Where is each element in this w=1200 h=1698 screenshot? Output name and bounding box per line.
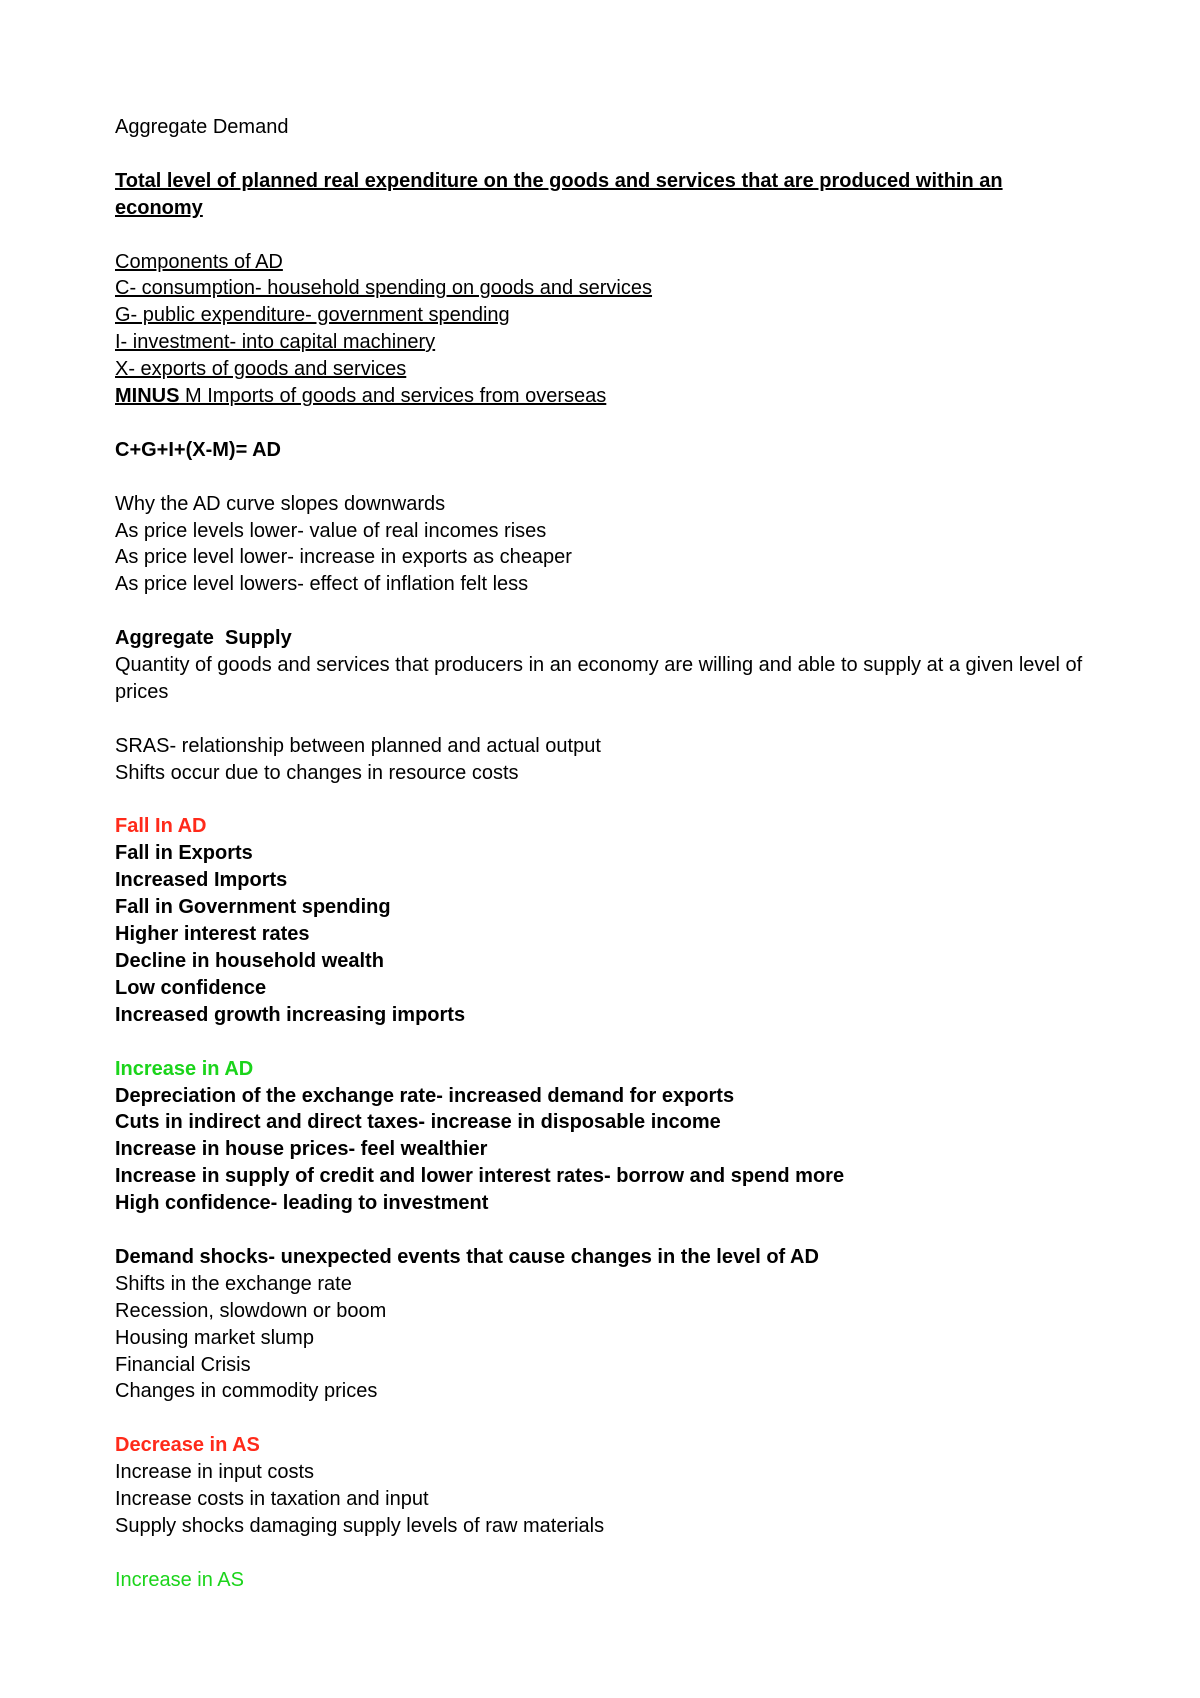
decrease-in-as-item: Increase costs in taxation and input [115,1488,429,1511]
minus-text: M Imports of goods and services from overseas [179,385,607,408]
increase-in-ad-heading: Increase in AD [115,1057,254,1080]
ad-formula: C+G+I+(X-M)= AD [115,438,281,461]
fall-in-ad-heading: Fall In AD [115,815,207,838]
minus-label: MINUS [115,385,180,408]
component-item: G- public expenditure- government spending [115,304,510,327]
slope-item: As price level lower- increase in exports as cheaper [115,546,572,569]
decrease-in-as-item: Increase in input costs [115,1461,314,1484]
aggregate-supply-definition: Quantity of goods and services that producers in an economy are willing and able to supply at a given level of prices [115,654,1083,703]
sras-line: SRAS- relationship between planned and actual output [115,734,601,757]
slope-heading: Why the AD curve slopes downwards [115,492,446,515]
increase-in-ad-item: Depreciation of the exchange rate- increased demand for exports [115,1084,735,1107]
components-heading: Components of AD [115,250,283,273]
spacer [115,141,1085,168]
document-body [115,114,1085,1594]
spacer [115,787,1085,814]
fall-in-ad-item: Fall in Government spending [115,896,391,919]
demand-shock-item: Housing market slump [115,1326,314,1349]
component-item: X- exports of goods and services [115,358,407,381]
demand-shocks-heading: Demand shocks- unexpected events that cause changes in the level of AD [115,1245,819,1268]
demand-shock-item: Shifts in the exchange rate [115,1272,352,1295]
decrease-in-as-item: Supply shocks damaging supply levels of raw materials [115,1514,605,1537]
document-title: Aggregate Demand [115,116,289,138]
fall-in-ad-item: Higher interest rates [115,923,310,946]
increase-in-ad-item: Increase in house prices- feel wealthier [115,1138,488,1161]
fall-in-ad-item: Increased Imports [115,869,288,892]
increase-in-ad-item: Cuts in indirect and direct taxes- increase in disposable income [115,1111,721,1134]
component-minus-item [115,383,1085,410]
component-item: I- investment- into capital machinery [115,331,436,354]
spacer [115,1217,1085,1244]
increase-in-as-heading: Increase in AS [115,1568,244,1591]
increase-in-ad-item: Increase in supply of credit and lower interest rates- borrow and spend more [115,1165,845,1188]
fall-in-ad-item: Fall in Exports [115,842,253,865]
fall-in-ad-item: Low confidence [115,976,267,999]
demand-shock-item: Recession, slowdown or boom [115,1299,387,1322]
spacer [115,410,1085,437]
demand-shock-item: Changes in commodity prices [115,1380,378,1403]
increase-in-ad-item: High confidence- leading to investment [115,1192,489,1215]
demand-shock-item: Financial Crisis [115,1353,251,1376]
spacer [115,598,1085,625]
fall-in-ad-item: Increased growth increasing imports [115,1003,466,1026]
slope-item: As price levels lower- value of real incomes rises [115,519,547,542]
spacer [115,464,1085,491]
spacer [115,1029,1085,1056]
decrease-in-as-heading: Decrease in AS [115,1434,260,1457]
spacer [115,1540,1085,1567]
spacer [115,706,1085,733]
spacer [115,222,1085,249]
component-item: C- consumption- household spending on goods and services [115,277,653,300]
sras-line: Shifts occur due to changes in resource costs [115,761,519,784]
slope-item: As price level lowers- effect of inflation felt less [115,573,529,596]
spacer [115,1405,1085,1432]
aggregate-supply-heading: Aggregate Supply [115,627,292,650]
ad-definition: Total level of planned real expenditure on the goods and services that are produced within an economy [115,169,1003,219]
fall-in-ad-item: Decline in household wealth [115,949,384,972]
